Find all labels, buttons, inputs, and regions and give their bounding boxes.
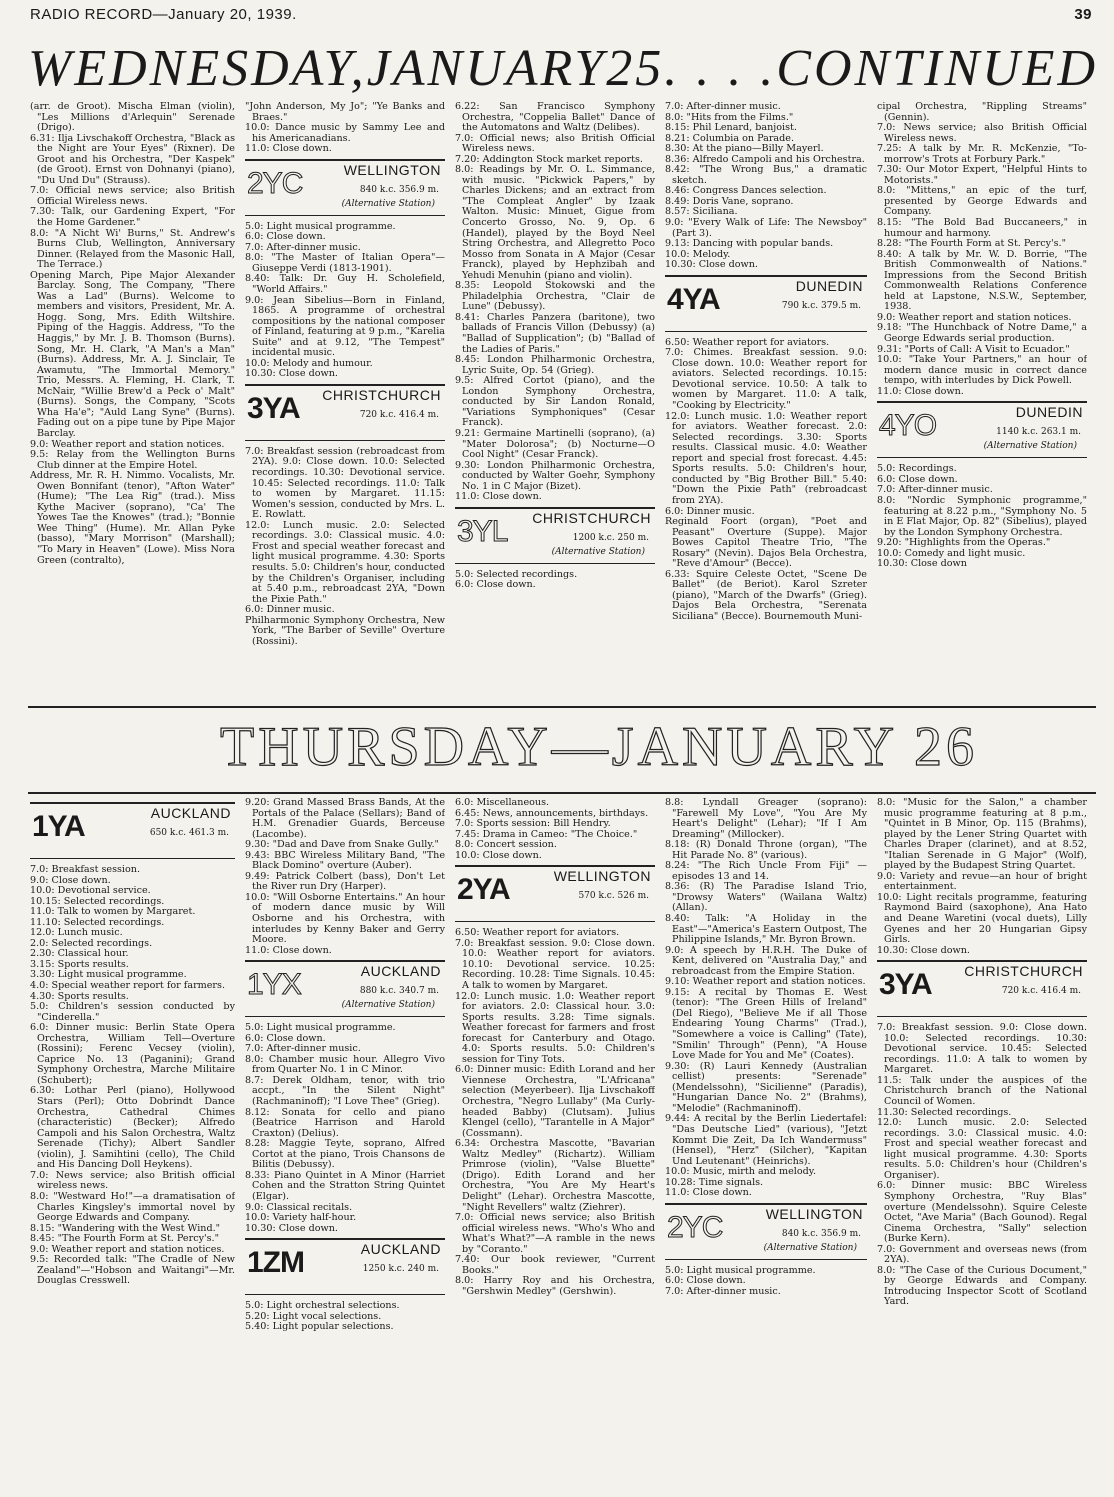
- programme-entry: 8.0: Harry Roy and his Orchestra, "Gershwin Medley" (Gershwin).: [455, 1275, 655, 1297]
- programme-entry: 8.28: Maggie Teyte, soprano, Alfred Cortot at the piano, Trois Chansons de Bilitis (Debussy).: [245, 1138, 445, 1171]
- programme-entry: 6.0: Dinner music: Edith Lorand and her Viennese Orchestra, "L'Africana" selection (Meyerbeer). Ilja Livschakoff Orchestra, "Negro Lullaby" (Ma Curly-headed Babby) (Clutsam). Julius Klengel (cello), "Tarantelle in A Major" (Cossmann).: [455, 1064, 655, 1139]
- programme-entry: 9.31: "Ports of Call: A Visit to Ecuador.": [877, 343, 1070, 355]
- programme-entry: 7.0: Official news; also British Official Wireless news.: [455, 132, 655, 155]
- programme-entry: 5.0: Light musical programme.: [245, 1022, 396, 1034]
- programme-entry: 8.30: At the piano—Billy Mayerl.: [665, 143, 824, 155]
- station-city: CHRISTCHURCH: [964, 963, 1083, 980]
- programme-entry: 8.21: Columbia on Parade.: [665, 132, 795, 144]
- programme-entry: 7.0: After-dinner music.: [665, 102, 781, 112]
- programme-entry: 6.0: Dinner music: BBC Wireless Symphony Orchestra, "Ruy Blas" overture (Mendelssohn). Squire Celeste Octet, "Ave Maria" (Bach Gounod). Regal Cinema Orchestra, "Sally" selection (Burke Kern).: [877, 1180, 1087, 1245]
- programme-entry: 4.0: Special weather report for farmers.: [30, 980, 225, 992]
- station-frequency: 650 k.c. 461.3 m.: [149, 828, 229, 838]
- programme-entry: Reginald Foort (organ), "Poet and Peasant" Overture (Suppe). Major Bowes Capitol Theatre Trio, "The Rosary" (Nevin). Dajos Bela Orchestra, "Reve d'Amour" (Becce).: [665, 516, 867, 570]
- programme-entry: 8.42: "The Wrong Bus," a dramatic sketch.: [665, 164, 867, 186]
- programme-entry: 8.36: Alfredo Campoli and his Orchestra.: [665, 153, 865, 165]
- station-header-1yx: [245, 960, 445, 1017]
- programme-entry: 8.0: "A Nicht Wi' Burns," St. Andrew's Burns Club, Wellington, Anniversary Dinner. (Relayed from the Masonic Hall, The Terrace.): [30, 227, 235, 271]
- programme-entry: 9.20: "Highlights from the Operas.": [877, 537, 1051, 549]
- programme-entry: 11.10: Selected recordings.: [30, 916, 165, 928]
- section-divider: [28, 706, 1096, 708]
- station-city: DUNEDIN: [1015, 404, 1083, 421]
- programme-entry: 10.0: "Take Your Partners," an hour of modern dance music in correct dance tempo, with interludes by Dick Powell.: [877, 354, 1087, 387]
- programme-entry: 8.0: "Westward Ho!"—a dramatisation of Charles Kingsley's immortal novel by George Edwards and Company.: [30, 1190, 235, 1224]
- wed-column-2: [245, 102, 445, 702]
- station-callsign: 3YA: [247, 391, 300, 425]
- programme-entry: cipal Orchestra, "Rippling Streams" (Gennin).: [877, 102, 1087, 123]
- station-callsign: 4YA: [667, 282, 720, 316]
- programme-entry: 10.0: Light recitals programme, featuring Raymond Baird (saxophone), Ana Hato and Deane Waretini (vocal duets), Lilly Gyenes and her 20 Hungarian Gipsy Girls.: [877, 891, 1087, 946]
- programme-entry: 12.0: Lunch music. 2.0: Selected recordings. 3.0: Classical music. 4.0: Frost and special weather forecast and light musical programme. 4.30: Sports results. 5.0: Children's hour (Children's Organiser).: [877, 1117, 1087, 1181]
- station-header-3ya-thu: [877, 960, 1087, 1017]
- programme-entry: 8.12: Sonata for cello and piano (Beatrice Harrison and Harold Craxton) (Delius).: [245, 1106, 445, 1139]
- station-header-3yl: [455, 507, 655, 564]
- programme-entry: 5.0: Light musical programme.: [245, 220, 396, 232]
- programme-entry: 8.0: Concert session.: [455, 839, 557, 851]
- programme-entry: 9.30: "Dad and Dave from Snake Gully.": [245, 839, 439, 851]
- thursday-banner: THURSDAY—JANUARY 26: [220, 716, 978, 778]
- programme-entry: 10.30: Close down.: [877, 944, 970, 956]
- thu-column-2: [245, 798, 445, 1488]
- programme-entry: Opening March, Pipe Major Alexander Barclay. Song, The Company, "There Was a Lad" (Burns). Welcome to members and visitors, President, Mr. A. Hogg. Song, Mrs. Edith Wiltshire. Piping of the Haggis. Address, "To the Haggis," by Mr. J. B. Thomson (Burns). Song, Mr. H. Clark, "A Man's a Man" (Burns). Address, Mr. A. J. Sinclair, Te Awamutu, "The Immortal Memory." Trio, Messrs. A. Fleming, H. Clark, T. McNair, "Willie Brew'd a Peck o' Malt" (Burns). Songs, the Company, "Scots Wha Ha'e"; "Auld Lang Syne" (Burns). Fading out on a pipe tune by Pipe Major Barclay.: [30, 269, 235, 439]
- programme-entry: 10.30: Close down.: [245, 1222, 338, 1234]
- programme-entry: 11.0: Close down.: [245, 143, 332, 155]
- station-callsign: 2YA: [457, 873, 510, 907]
- programme-entry: 6.50: Weather report for aviators.: [665, 336, 830, 348]
- programme-entry: 9.44: A recital by the Berlin Liedertafel: "Das Deutsche Lied" (various), "Jetzt Kommt Die Zeit, Da Ich Wandermuss" (Hensel), "Herz" (Silcher), "Kapitan Und Leutenant" (Heinrichs).: [665, 1113, 867, 1167]
- station-header-2yc-thu: [665, 1203, 867, 1260]
- wed-column-5: [877, 102, 1087, 702]
- programme-entry: 10.0: "Will Osborne Entertains." An hour of modern dance music by Will Osborne and his Orchestra, with interludes by Kenny Baker and Gerry Moore.: [245, 891, 445, 946]
- banner-word: . . . .: [664, 40, 777, 97]
- programme-entry: 11.0: Close down.: [245, 944, 332, 956]
- programme-entry: 6.0: Close down.: [245, 231, 326, 243]
- station-city: AUCKLAND: [150, 805, 231, 821]
- programme-entry: 12.0: Lunch music. 1.0: Weather report for aviators. Weather forecast. 2.0: Selected recordings. 3.30: Sports results. Classical music. 4.0: Weather report and special frost forecast. 4.45: Sports results. 5.0: Children's hour, conducted by "Big Brother Bill." 5.40: "Down the Pixie Path" (rebroadcast from 2YA).: [665, 410, 867, 506]
- programme-entry: 9.0: Classical recitals.: [245, 1201, 353, 1213]
- station-header-4yo: [877, 401, 1087, 458]
- programme-entry: 5.0: Recordings.: [877, 463, 957, 475]
- programme-entry: 7.0: Official news service; also British Official Wireless news.: [30, 185, 235, 207]
- programme-entry: 10.0: Devotional service.: [30, 885, 151, 897]
- programme-entry: 11.0: Close down.: [455, 491, 542, 503]
- programme-entry: 9.21: Germaine Martinelli (soprano), (a) "Mater Dolorosa"; (b) Nocturne—O Cool Night" (Cesar Franck).: [455, 427, 655, 461]
- programme-entry: 7.0: Breakfast session. 9.0: Close down. 10.0: Weather report for aviators. 10.10: Devotional service. 10.25: Recording. 10.28: Time Signals. 10.45: A talk to women by Margaret.: [455, 937, 655, 992]
- banner-word: JANUARY: [366, 40, 607, 97]
- programme-entry: 7.0: News service; also British Official Wireless news.: [877, 122, 1087, 144]
- station-frequency: 880 k.c. 340.7 m.: [359, 986, 439, 997]
- programme-entry: 11.30: Selected recordings.: [877, 1106, 1012, 1118]
- programme-entry: 10.0: Variety half-hour.: [245, 1212, 357, 1224]
- programme-entry: 5.0: Light musical programme.: [665, 1264, 816, 1276]
- programme-entry: 11.0: Talk to women by Margaret.: [30, 906, 196, 918]
- programme-entry: 9.0: Jean Sibelius—Born in Finland, 1865. A programme of orchestral compositions by the national composer of Finland, featuring at 9 p.m., "Karelia Suite" and at 9.12, "The Tempest" incidental music.: [245, 294, 445, 359]
- station-frequency: 1200 k.c. 250 m.: [572, 532, 649, 543]
- programme-entry: 8.45: "The Fourth Form at St. Percy's.": [30, 1233, 220, 1245]
- station-header-2ya: [455, 865, 655, 922]
- banner-word: CONTINUED: [776, 40, 1098, 97]
- programme-entry: 7.0: Official news service; also British official wireless news. "Who's Who and What's What?"—A ramble in the news by "Coranto.": [455, 1212, 655, 1255]
- programme-entry: 9.0: "Every Walk of Life: The Newsboy" (Part 3).: [665, 217, 867, 239]
- station-city: CHRISTCHURCH: [532, 509, 651, 526]
- programme-entry: 6.0: Close down.: [455, 579, 536, 591]
- programme-entry: "John Anderson, My Jo"; "Ye Banks and Braes.": [245, 102, 445, 123]
- programme-entry: 10.0: Dance music by Sammy Lee and his Americanadians.: [245, 122, 445, 144]
- programme-entry: 6.0: Close down.: [665, 1275, 746, 1287]
- programme-entry: 8.0: "The Master of Italian Opera"—Giuseppe Verdi (1813-1901).: [245, 252, 445, 274]
- programme-entry: 8.24: "The Rich Uncle From Fiji" —episodes 13 and 14.: [665, 860, 867, 882]
- programme-entry: 7.0: After-dinner music.: [877, 484, 993, 496]
- programme-entry: 8.57: Siciliana.: [665, 206, 738, 218]
- programme-entry: 6.34: Orchestra Mascotte, "Bavarian Waltz Medley" (Richartz). William Primrose (violin), "Valse Bluette" (Drigo). Edith Lorand and her Orchestra, "You Are My Heart's Delight" (Lehar). Orchestra Mascotte, "Night Revellers" waltz (Ziehrer).: [455, 1138, 655, 1213]
- programme-entry: 10.0: Melody and humour.: [245, 357, 373, 369]
- programme-entry: 6.31: Ilja Livschakoff Orchestra, "Black as the Night are Your Eyes" (Rixner). De Groot and his Orchestra, "Der Kaspek" (de Groot). Ernst von Dohnanyi (piano), "Du Und Du" (Strauss).: [30, 132, 235, 186]
- programme-entry: 7.0: After-dinner music.: [245, 241, 361, 253]
- station-frequency: 720 k.c. 416.4 m.: [1001, 986, 1081, 997]
- programme-entry: 8.28: "The Fourth Form at St. Percy's.": [877, 238, 1067, 250]
- programme-entry: 10.28: Time signals.: [665, 1176, 764, 1188]
- programme-entry: 2.0: Selected recordings.: [30, 937, 153, 949]
- programme-entry: 6.0: Dinner music.: [665, 505, 755, 517]
- programme-entry: 7.0: Chimes. Breakfast session. 9.0: Close down. 10.0: Weather report for aviators. Selected recordings. 10.15: Devotional service. 10.50: A talk to women by Margaret. 11.0: A talk, "Cooking by Electricity.": [665, 347, 867, 412]
- programme-entry: 5.40: Light popular selections.: [245, 1321, 394, 1333]
- programme-entry: 9.30: London Philharmonic Orchestra, conducted by Walter Goehr, Symphony No. 1 in C Major (Bizet).: [455, 459, 655, 492]
- station-frequency: 720 k.c. 416.4 m.: [359, 409, 439, 420]
- programme-entry: 6.0: Dinner music: Berlin State Opera Orchestra, William Tell—Overture (Rossini); Ferenc Vecsey (violin), Caprice No. 13 (Paganini); Grand Symphony Orchestra, Marche Militaire (Schubert);: [30, 1022, 235, 1086]
- programme-entry: 9.0: Weather report and station notices.: [30, 438, 225, 450]
- station-city: WELLINGTON: [343, 161, 441, 178]
- thu-column-1: [30, 798, 235, 1488]
- programme-entry: 8.0: "Nordic Symphonic programme," featuring at 8.22 p.m., "Symphony No. 5 in E Flat Major, Op. 82" (Sibelius), played by the London Symphony Orchestra.: [877, 494, 1087, 538]
- station-note: (Alternative Station): [763, 1242, 857, 1253]
- programme-entry: 3.15: Sports results.: [30, 958, 129, 970]
- programme-entry: 7.0: After-dinner music.: [245, 1043, 361, 1055]
- station-callsign: 1YA: [32, 810, 85, 843]
- station-city: AUCKLAND: [360, 1241, 441, 1258]
- programme-entry: 8.41: Charles Panzera (baritone), two ballads of Francis Villon (Debussy) (a) "Ballad of Supplication"; (b) "Ballad of the Ladies of Paris.": [455, 311, 655, 355]
- programme-entry: 8.15: "The Bold Bad Buccaneers," in humour and harmony.: [877, 217, 1087, 239]
- programme-entry: 11.0: Close down.: [665, 1187, 752, 1199]
- page-number: 39: [1074, 6, 1092, 23]
- programme-entry: 8.40: Talk: Dr. Guy H. Scholefield, "World Affairs.": [245, 273, 445, 296]
- programme-entry: 8.0: "Mittens," an epic of the turf, presented by George Edwards and Company.: [877, 185, 1087, 218]
- programme-entry: 8.36: (R) The Paradise Island Trio, "Drowsy Waters" (Wailana Waltz) (Allan).: [665, 881, 867, 914]
- programme-entry: 10.0: Comedy and light music.: [877, 547, 1026, 559]
- station-note: (Alternative Station): [983, 441, 1077, 452]
- station-frequency: 1140 k.c. 263.1 m.: [996, 427, 1081, 438]
- programme-entry: 4.30: Sports results.: [30, 990, 129, 1002]
- thu-column-4: [665, 798, 867, 1488]
- programme-entry: Address, Mr. R. H. Nimmo. Vocalists, Mr. Owen Bonnifant (tenor), "Afton Water" (Hume); "The Lea Rig" (trad.). Miss Kythe Maciver (soprano), "Ca' The Yowes Tae the Knowes" (trad.); "Bonnie Wee Thing" (Hume). Mr. Allan Pyke (basso), "Mary Morrison" (Marshall); "To Mary in Heaven" (Lowe). Miss Nora Green (contralto),: [30, 470, 235, 566]
- station-city: DUNEDIN: [795, 277, 863, 294]
- station-note: (Alternative Station): [551, 546, 645, 557]
- station-callsign: 1YX: [247, 968, 301, 1002]
- programme-entry: 6.30: Lothar Perl (piano), Hollywood Stars (Perl); Otto Dobrindt Dance Orchestra, Cathedral Chimes (characteristic) (Becker); Alfredo Campoli and his Salon Orchestra, Waltz Serenade (Tichy); Albert Sandler (violin), J. Samihtini (cello), The Child and His Dancing Doll Heykens).: [30, 1085, 235, 1171]
- thu-column-3: [455, 798, 655, 1488]
- programme-entry: 7.40: Our book reviewer, "Current Books.": [455, 1254, 655, 1276]
- programme-entry: 8.0: Readings by Mr. O. L. Simmance, with music. "Pickwick Papers," by Charles Dickens; and an extract from "The Compleat Angler" by Izaak Walton. Music: Minuet, Gigue from Concerto Grosso, No. 9, Op. 6 (Handel), played by the Boyd Neel String Orchestra, and Allegretto Poco Mosso from Sonata in A Major (Cesar Franck), played by Hephzibah and Yehudi Menuhin (piano and violin).: [455, 164, 655, 281]
- station-header-2yc: [245, 159, 445, 216]
- programme-entry: 9.10: Weather report and station notices.: [665, 976, 866, 988]
- programme-entry: 8.0: "Hits from the Films.": [665, 111, 794, 123]
- running-header: [30, 6, 1092, 28]
- programme-entry: 10.0: Close down.: [455, 849, 542, 861]
- programme-entry: 6.0: Close down.: [877, 473, 958, 485]
- station-callsign: 2YC: [667, 1210, 723, 1244]
- programme-entry: 9.0: Variety and revue—an hour of bright entertainment.: [877, 870, 1087, 893]
- programme-entry: 10.0: Melody.: [665, 248, 731, 260]
- station-header-4ya: [665, 275, 867, 332]
- programme-entry: 12.0: Lunch music. 2.0: Selected recordings. 3.0: Classical music. 4.0: Frost and special weather forecast and light musical programme. 4.30: Sports results. 5.0: Children's hour, conducted by the Children's Organiser, including at 5.40 p.m., rebroadcast 2YA, "Down the Pixie Path.": [245, 519, 445, 605]
- station-callsign: 3YA: [879, 968, 932, 1002]
- programme-entry: 9.5: Recorded talk: "The Cradle of New Zealand"—"Hobson and Waitangi"—Mr. Douglas Cresswell.: [30, 1254, 235, 1287]
- programme-entry: 8.0: "Music for the Salon," a chamber music programme featuring at 8 p.m., "Quintet in B Minor, Op. 115 (Brahms), played by the Lener String Quartet with Charles Draper (clarinet), and at 8.52, "Italian Serenade in G Major" (Wolf), played by the Budapest String Quartet.: [877, 798, 1087, 872]
- station-callsign: 3YL: [457, 514, 508, 548]
- programme-entry: 9.13: Dancing with popular bands.: [665, 238, 834, 250]
- programme-entry: 8.35: Leopold Stokowski and the Philadelphia Orchestra, "Clair de Lune" (Debussy).: [455, 280, 655, 313]
- programme-entry: 8.40: Talk: "A Holiday in the East"—"America's Eastern Outpost, The Philippine Islands," Mr. Byron Brown.: [665, 913, 867, 946]
- programme-entry: 9.43: BBC Wireless Military Band, "The Black Domino" overture (Auber).: [245, 849, 445, 872]
- programme-entry: 7.25: A talk by Mr. R. McKenzie, "To-morrow's Trots at Forbury Park.": [877, 143, 1087, 165]
- programme-entry: 7.0: Breakfast session (rebroadcast from 2YA). 9.0: Close down. 10.0: Selected recordings. 10.30: Devotional service. 10.45: Selected recordings. 11.0: Talk to women by Margaret. 11.15: Women's session, conducted by Mrs. L. E. Rowlatt.: [245, 445, 445, 521]
- programme-entry: 7.0: Sports session: Bill Hendry.: [455, 818, 611, 830]
- programme-entry: 5.0: Selected recordings.: [455, 568, 578, 580]
- programme-entry: 7.30: Our Motor Expert, "Helpful Hints to Motorists.": [877, 164, 1087, 186]
- programme-entry: 9.30: (R) Lauri Kennedy (Australian cellist) presents: "Serenade" (Mendelssohn), "Sicilienne" (Paradis), "Hungarian Dance No. 2" (Brahms), "Melodie" (Rachmaninoff).: [665, 1060, 867, 1114]
- station-frequency: 840 k.c. 356.9 m.: [781, 1228, 861, 1239]
- station-callsign: 1ZM: [247, 1246, 304, 1280]
- programme-entry: 8.0: Chamber music hour. Allegro Vivo from Quarter No. 1 in C Minor.: [245, 1053, 445, 1076]
- station-header-3ya: [245, 384, 445, 441]
- programme-entry: 8.18: (R) Donald Throne (organ), "The Hit Parade No. 8" (various).: [665, 839, 867, 861]
- programme-entry: 7.0: After-dinner music.: [665, 1285, 781, 1297]
- station-frequency: 840 k.c. 356.9 m.: [359, 184, 439, 195]
- programme-entry: 9.0: Weather report and station notices.: [30, 1243, 225, 1255]
- programme-entry: 6.45: News, announcements, birthdays.: [455, 807, 649, 819]
- running-header-title: RADIO RECORD—January 20, 1939.: [30, 6, 297, 23]
- programme-entry: 6.50: Weather report for aviators.: [455, 927, 620, 939]
- wed-column-1: [30, 102, 235, 702]
- programme-entry: 7.20: Addington Stock market reports.: [455, 153, 643, 165]
- programme-entry: 8.33: Piano Quintet in A Minor (Harriet Cohen and the Stratton String Quintet (Elgar).: [245, 1169, 445, 1202]
- programme-entry: 6.0: Miscellaneous.: [455, 798, 550, 808]
- station-frequency: 790 k.c. 379.5 m.: [781, 300, 861, 311]
- programme-entry: 10.30: Close down.: [665, 259, 758, 271]
- station-frequency: 570 k.c. 526 m.: [578, 891, 649, 902]
- programme-entry: 6.33: Squire Celeste Octet, "Scene De Ballet" (de Beriot). Karol Szreter (piano), "March of the Dwarfs" (Grieg). Dajos Bela Orchestra, "Serenata Siciliana" (Becce). Bournemouth Muni-: [665, 568, 867, 622]
- programme-entry: 11.5: Talk under the auspices of the Christchurch branch of the National Council of Women.: [877, 1074, 1087, 1108]
- programme-entry: 5.0: Light orchestral selections.: [245, 1300, 400, 1312]
- programme-entry: 5.20: Light vocal selections.: [245, 1310, 382, 1322]
- programme-entry: 10.0: Music, mirth and melody.: [665, 1166, 816, 1178]
- programme-entry: 9.5: Relay from the Wellington Burns Club dinner at the Empire Hotel.: [30, 449, 235, 471]
- programme-entry: 9.49: Patrick Colbert (bass), Don't Let the River run Dry (Harper).: [245, 870, 445, 893]
- programme-entry: 9.5: Alfred Cortot (piano), and the London Symphony Orchestra, conducted by Sir Landon Ronald, "Variations Symphoniques" (Cesar Franck).: [455, 375, 655, 429]
- programme-entry: 2.30: Classical hour.: [30, 948, 129, 960]
- programme-entry: 12.0: Lunch music. 1.0: Weather report for aviators. 2.0: Classical hour. 3.0: Sports results. 3.28: Time signals. Weather forecast for farmers and frost forecast for Canterbury and Otago. 4.0: Sports results. 5.0: Children's session for Tiny Tots.: [455, 990, 655, 1065]
- station-callsign: 2YC: [247, 166, 303, 200]
- programme-entry: 11.0: Close down.: [877, 385, 964, 397]
- station-frequency: 1250 k.c. 240 m.: [362, 1264, 439, 1275]
- station-city: WELLINGTON: [765, 1205, 863, 1222]
- station-city: AUCKLAND: [360, 963, 441, 980]
- station-city: CHRISTCHURCH: [322, 386, 441, 403]
- programme-entry: 9.15: A recital by Thomas E. West (tenor): "The Green Hills of Ireland" (Del Riego), "Believe Me if all Those Endearing Young Charms" (Trad.), "Somewhere a voice is Calling" (Tate), "Smilin' Through" (Penn), "A House Love Made for You and Me" (Coates).: [665, 986, 867, 1062]
- programme-entry: (arr. de Groot). Mischa Elman (violin), "Les Millions d'Arlequin" Serenade (Drigo).: [30, 102, 235, 134]
- programme-entry: 7.45: Drama in Cameo: "The Choice.": [455, 828, 638, 840]
- programme-entry: 6.22: San Francisco Symphony Orchestra, "Coppelia Ballet" Dance of the Automatons and Waltz (Delibes).: [455, 102, 655, 134]
- wed-column-3: [455, 102, 655, 702]
- programme-entry: 10.15: Selected recordings.: [30, 895, 165, 907]
- programme-entry: 9.0: Weather report and station notices.: [877, 311, 1072, 323]
- programme-entry: 3.30: Light musical programme.: [30, 969, 187, 981]
- programme-entry: 7.30: Talk, our Gardening Expert, "For the Home Gardener.": [30, 206, 235, 229]
- programme-entry: 9.20: Grand Massed Brass Bands, At the Portals of the Palace (Sellars); Band of H.M. Grenadier Guards, Berceuse (Lacombe).: [245, 798, 445, 840]
- station-callsign: 4YO: [879, 409, 937, 443]
- section-divider: [28, 792, 1096, 794]
- wednesday-banner: [28, 38, 1098, 100]
- thu-column-5: [877, 798, 1087, 1488]
- station-city: WELLINGTON: [553, 868, 651, 885]
- programme-entry: 8.49: Doris Vane, soprano.: [665, 195, 794, 207]
- programme-entry: 10.30: Close down: [877, 558, 967, 570]
- programme-entry: 7.0: News service; also British official wireless news.: [30, 1169, 235, 1192]
- programme-entry: 8.0: "The Case of the Curious Document," by George Edwards and Company. Introducing Inspector Scott of Scotland Yard.: [877, 1264, 1087, 1308]
- programme-entry: 6.0: Close down.: [245, 1032, 326, 1044]
- programme-entry: 8.40: A talk by Mr. W. D. Borrie, "The British Commonwealth of Nations." Impressions from the Second British Commonwealth Relations Conference held at Lapstone, N.S.W., September, 1938.: [877, 248, 1087, 313]
- programme-entry: 8.45: London Philharmonic Orchestra, Lyric Suite, Op. 54 (Grieg).: [455, 354, 655, 376]
- programme-entry: 7.0: Breakfast session.: [30, 864, 141, 875]
- programme-entry: 8.7: Derek Oldham, tenor, with trio accpt., "In the Silent Night" (Rachmaninoff); "I Love Thee" (Grieg).: [245, 1074, 445, 1108]
- wed-column-4: [665, 102, 867, 702]
- station-header-1zm: [245, 1238, 445, 1295]
- programme-entry: 8.46: Congress Dances selection.: [665, 185, 827, 197]
- station-note: (Alternative Station): [341, 1000, 435, 1011]
- programme-entry: 12.0: Lunch music.: [30, 927, 123, 939]
- programme-entry: 7.0: Government and overseas news (from 2YA).: [877, 1243, 1087, 1266]
- station-note: (Alternative Station): [341, 198, 435, 209]
- banner-word: WEDNESDAY,: [28, 40, 367, 97]
- programme-entry: 9.0: A speech by H.R.H. The Duke of Kent, delivered on "Australia Day," and rebroadcast from the Empire Station.: [665, 944, 867, 977]
- programme-entry: 6.0: Dinner music.: [245, 604, 335, 616]
- programme-entry: 5.0: Children's session conducted by "Cinderella.": [30, 1001, 235, 1023]
- programme-entry: 8.15: Phil Lenard, banjoist.: [665, 122, 797, 134]
- station-header-1ya: [30, 802, 235, 859]
- banner-word: 25: [606, 40, 665, 97]
- programme-entry: 8.8: Lyndall Greager (soprano): "Farewell My Love", "You Are My Heart's Delight" (Lehar); "If I Am Dreaming" (Millocker).: [665, 798, 867, 840]
- programme-entry: 9.0: Close down.: [30, 874, 111, 886]
- programme-entry: 9.18: "The Hunchback of Notre Dame," a George Edwards serial production.: [877, 322, 1087, 345]
- programme-entry: 10.30: Close down.: [245, 368, 338, 380]
- programme-entry: 8.15: "Wandering with the West Wind.": [30, 1222, 221, 1234]
- programme-entry: 7.0: Breakfast session. 9.0: Close down. 10.0: Selected recordings. 10.30: Devotional service. 10.45: Selected recordings. 11.0: A talk to women by Margaret.: [877, 1022, 1087, 1076]
- programme-entry: Philharmonic Symphony Orchestra, New York, "The Barber of Seville" Overture (Rossini).: [245, 614, 445, 647]
